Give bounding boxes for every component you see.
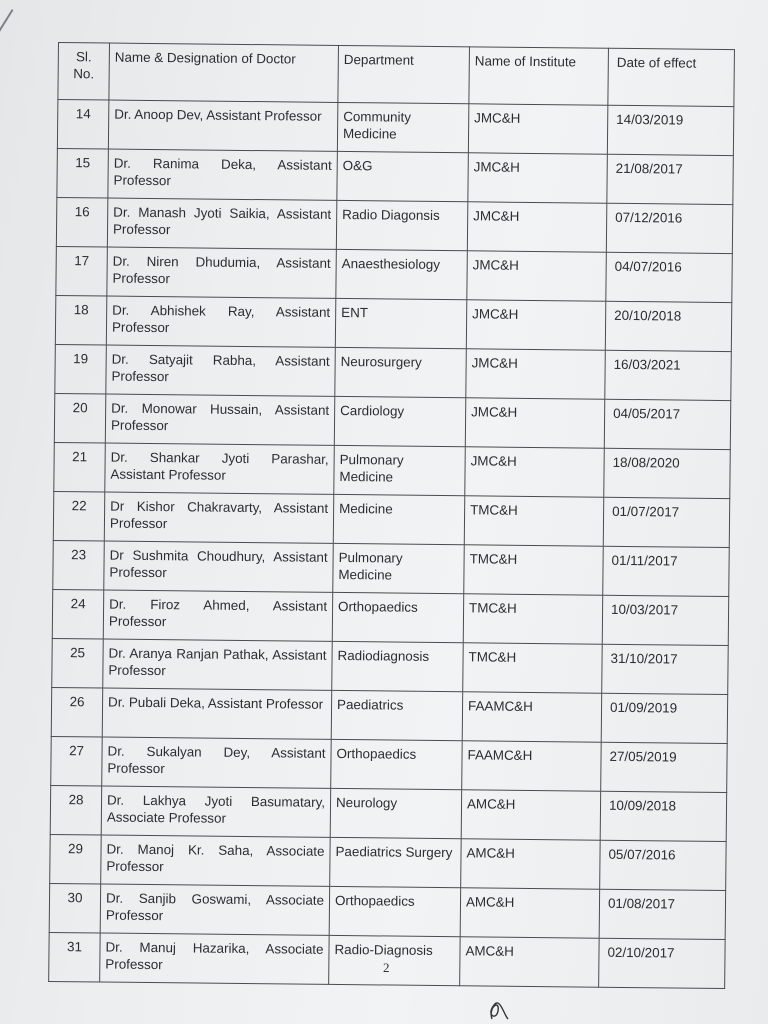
cell-department: Paediatrics: [331, 690, 463, 740]
cell-institute: FAAMC&H: [462, 692, 602, 742]
cell-date: 31/10/2017: [602, 644, 729, 694]
cell-sl-no: 27: [51, 736, 103, 786]
table-row: [57, 100, 733, 156]
table-header-row: [58, 43, 735, 107]
cell-date: 01/09/2019: [601, 693, 728, 743]
cell-sl-no: 18: [55, 295, 107, 345]
cell-date: 04/07/2016: [606, 252, 733, 302]
cell-date: 20/10/2018: [605, 301, 732, 351]
page-number: 2: [383, 960, 390, 975]
cell-name: Dr. Manash Jyoti Saikia, Assistant Professor: [107, 198, 337, 249]
cell-sl-no: 21: [54, 442, 106, 492]
cell-department: Pulmonary Medicine: [334, 445, 466, 495]
header-name: Name & Designation of Doctor: [109, 43, 339, 102]
cell-sl-no: 14: [57, 100, 109, 150]
cell-institute: AMC&H: [461, 839, 601, 889]
cell-institute: JMC&H: [465, 447, 605, 497]
signature-mark: [478, 985, 518, 1024]
cell-name: Dr. Shankar Jyoti Parashar, Assistant Professor: [105, 443, 335, 494]
cell-department: Paediatrics Surgery: [330, 837, 462, 887]
cell-department: Medicine: [333, 494, 465, 544]
cell-department: Anaesthesiology: [336, 249, 468, 299]
cell-institute: AMC&H: [461, 790, 601, 840]
table-row: [50, 834, 726, 890]
table-row: [51, 687, 727, 743]
table-row: [55, 295, 731, 351]
cell-name: Dr. Monowar Hussain, Assistant Professor: [105, 394, 335, 445]
cell-date: 14/03/2019: [607, 105, 734, 155]
cell-department: Community Medicine: [337, 102, 469, 152]
cell-institute: FAAMC&H: [462, 741, 602, 791]
cell-institute: JMC&H: [467, 202, 607, 252]
cell-name: Dr. Aranya Ranjan Pathak, Assistant Professor: [103, 639, 333, 690]
cell-institute: JMC&H: [466, 300, 606, 350]
cell-date: 10/09/2018: [600, 791, 727, 841]
cell-sl-no: 29: [50, 834, 102, 884]
cell-sl-no: 26: [51, 687, 103, 737]
cell-date: 21/08/2017: [607, 154, 734, 204]
cell-department: Orthopaedics: [329, 886, 461, 936]
cell-sl-no: 16: [56, 197, 108, 247]
cell-department: Cardiology: [334, 396, 466, 446]
table-row: [53, 491, 729, 547]
cell-name: Dr. Firoz Ahmed, Assistant Professor: [103, 590, 333, 641]
cell-date: 16/03/2021: [605, 350, 732, 400]
cell-department: O&G: [337, 151, 469, 201]
table-row: [57, 148, 733, 204]
cell-date: 01/11/2017: [603, 546, 730, 596]
cell-name: Dr. Lakhya Jyoti Basumatary, Associate Professor: [101, 786, 331, 837]
cell-date: 07/12/2016: [606, 203, 733, 253]
cell-name: Dr Kishor Chakravarty, Assistant Professor: [104, 492, 334, 543]
table-sheet: [48, 42, 708, 989]
table-row: [49, 883, 725, 939]
cell-name: Dr. Anoop Dev, Assistant Professor: [108, 100, 338, 151]
table-row: [54, 442, 730, 498]
paper-edge: [0, 9, 13, 61]
cell-department: Pulmonary Medicine: [333, 543, 465, 593]
cell-institute: AMC&H: [460, 888, 600, 938]
header-date: Date of effect: [608, 48, 735, 106]
cell-date: 02/10/2017: [599, 938, 726, 988]
cell-institute: JMC&H: [466, 349, 606, 399]
cell-institute: TMC&H: [463, 643, 603, 693]
cell-date: 01/08/2017: [599, 889, 726, 939]
header-sl-no: Sl. No.: [58, 43, 110, 101]
cell-department: ENT: [335, 298, 467, 348]
cell-department: Orthopaedics: [332, 592, 464, 642]
cell-date: 05/07/2016: [600, 840, 727, 890]
cell-institute: JMC&H: [467, 251, 607, 301]
cell-name: Dr. Manuj Hazarika, Associate Professor: [100, 933, 330, 984]
cell-sl-no: 15: [57, 148, 109, 198]
cell-name: Dr. Manoj Kr. Saha, Associate Professor: [101, 835, 331, 886]
cell-name: Dr. Niren Dhudumia, Assistant Professor: [107, 247, 337, 298]
cell-sl-no: 19: [55, 344, 107, 394]
table-body: [49, 100, 734, 989]
cell-institute: TMC&H: [464, 496, 604, 546]
cell-name: Dr. Satyajit Rabha, Assistant Professor: [106, 345, 336, 396]
cell-name: Dr. Sanjib Goswami, Associate Professor: [100, 884, 330, 935]
cell-institute: JMC&H: [468, 153, 608, 203]
table-row: [52, 638, 728, 694]
cell-department: Radiodiagnosis: [332, 641, 464, 691]
cell-sl-no: 24: [52, 589, 104, 639]
cell-department: Radio Diagonsis: [336, 200, 468, 250]
cell-department: Neurosurgery: [335, 347, 467, 397]
cell-date: 01/07/2017: [603, 497, 730, 547]
table-row: [56, 197, 732, 253]
cell-department: Radio-Diagnosis: [329, 935, 461, 985]
header-institute: Name of Institute: [469, 47, 609, 105]
cell-name: Dr. Sukalyan Dey, Assistant Professor: [102, 737, 332, 788]
cell-institute: AMC&H: [460, 937, 600, 987]
cell-sl-no: 22: [53, 491, 105, 541]
cell-department: Orthopaedics: [331, 739, 463, 789]
cell-date: 10/03/2017: [602, 595, 729, 645]
cell-institute: TMC&H: [464, 545, 604, 595]
table-row: [52, 589, 728, 645]
cell-sl-no: 30: [49, 883, 101, 933]
cell-date: 27/05/2019: [601, 742, 728, 792]
cell-sl-no: 23: [53, 540, 105, 590]
cell-name: Dr. Ranima Deka, Assistant Professor: [108, 149, 338, 200]
cell-institute: JMC&H: [465, 398, 605, 448]
cell-sl-no: 25: [52, 638, 104, 688]
table-row: [56, 246, 732, 302]
table-row: [55, 344, 731, 400]
cell-sl-no: 20: [54, 393, 106, 443]
cell-date: 04/05/2017: [604, 399, 731, 449]
cell-sl-no: 17: [56, 246, 108, 296]
doctor-table: [48, 42, 735, 989]
cell-sl-no: 28: [50, 785, 102, 835]
table-row: [50, 785, 726, 841]
table-row: [54, 393, 730, 449]
cell-name: Dr. Abhishek Ray, Assistant Professor: [106, 296, 336, 347]
cell-name: Dr. Pubali Deka, Assistant Professor: [102, 688, 332, 739]
cell-institute: TMC&H: [463, 594, 603, 644]
cell-date: 18/08/2020: [604, 448, 731, 498]
cell-name: Dr Sushmita Choudhury, Assistant Professor: [104, 541, 334, 592]
table-row: [53, 540, 729, 596]
cell-institute: JMC&H: [468, 104, 608, 154]
cell-department: Neurology: [330, 788, 462, 838]
cell-sl-no: 31: [49, 932, 101, 982]
header-department: Department: [338, 45, 470, 103]
table-row: [51, 736, 727, 792]
